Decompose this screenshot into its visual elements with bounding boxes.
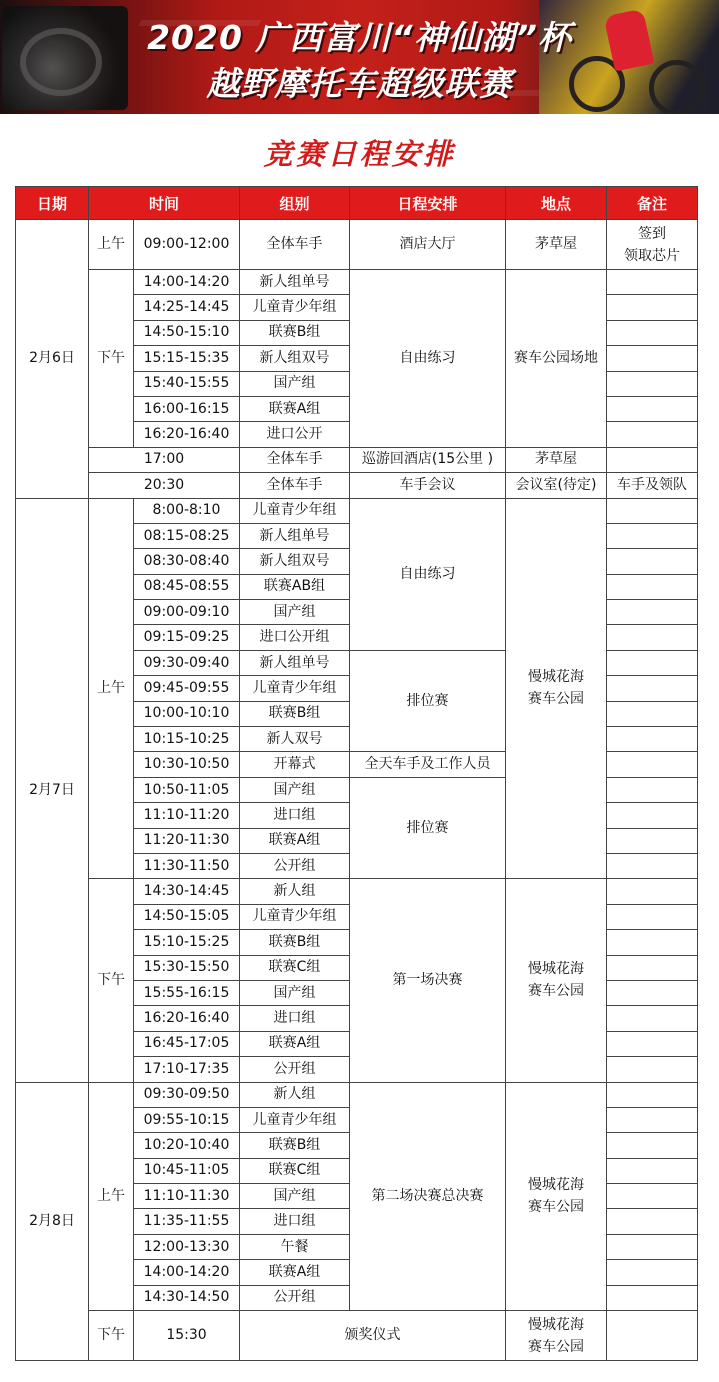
group-cell: 进口组 — [240, 1209, 350, 1234]
note-cell — [607, 777, 698, 802]
group-cell: 联赛AB组 — [240, 574, 350, 599]
group-cell: 联赛B组 — [240, 930, 350, 955]
group-cell: 开幕式 — [240, 752, 350, 777]
table-row — [16, 1311, 698, 1361]
group-cell: 联赛C组 — [240, 1158, 350, 1183]
time-cell: 11:10-11:30 — [134, 1184, 240, 1209]
note-cell — [607, 1057, 698, 1082]
group-cell: 新人组单号 — [240, 650, 350, 675]
table-row — [16, 1082, 698, 1107]
group-cell: 进口组 — [240, 1006, 350, 1031]
schedule-table — [15, 186, 698, 1361]
group-cell: 儿童青少年组 — [240, 1107, 350, 1132]
banner-title-line2: 越野摩托车超级联赛 — [206, 64, 513, 103]
note-cell — [607, 295, 698, 320]
note-cell — [607, 1209, 698, 1234]
time-cell: 15:10-15:25 — [134, 930, 240, 955]
group-cell: 全体车手 — [240, 447, 350, 472]
group-cell: 全体车手 — [240, 473, 350, 498]
note-cell — [607, 1285, 698, 1310]
note-cell — [607, 422, 698, 447]
table-row — [16, 447, 698, 472]
period-cell: 上午 — [89, 1082, 134, 1311]
group-cell: 儿童青少年组 — [240, 676, 350, 701]
group-cell: 公开组 — [240, 853, 350, 878]
note-cell — [607, 828, 698, 853]
time-cell: 10:45-11:05 — [134, 1158, 240, 1183]
group-cell: 儿童青少年组 — [240, 904, 350, 929]
time-cell: 14:50-15:05 — [134, 904, 240, 929]
note-cell — [607, 498, 698, 523]
time-cell: 08:45-08:55 — [134, 574, 240, 599]
note-cell — [607, 600, 698, 625]
schedule-cell: 巡游回酒店(15公里 ) — [350, 447, 506, 472]
period-cell: 上午 — [89, 220, 134, 270]
venue-cell: 慢城花海 赛车公园 — [506, 498, 607, 879]
note-cell: 车手及领队 — [607, 473, 698, 498]
time-cell: 11:20-11:30 — [134, 828, 240, 853]
time-cell: 15:55-16:15 — [134, 980, 240, 1005]
group-cell: 国产组 — [240, 1184, 350, 1209]
note-cell — [607, 1158, 698, 1183]
time-cell: 16:20-16:40 — [134, 1006, 240, 1031]
note-cell — [607, 752, 698, 777]
note-cell — [607, 625, 698, 650]
group-cell: 公开组 — [240, 1285, 350, 1310]
schedule-cell: 车手会议 — [350, 473, 506, 498]
time-cell: 14:50-15:10 — [134, 320, 240, 345]
time-cell: 09:30-09:40 — [134, 650, 240, 675]
venue-cell: 慢城花海 赛车公园 — [506, 879, 607, 1082]
note-cell — [607, 346, 698, 371]
schedule-cell: 排位赛 — [350, 777, 506, 879]
time-cell: 11:35-11:55 — [134, 1209, 240, 1234]
time-cell: 15:15-15:35 — [134, 346, 240, 371]
table-row — [16, 270, 698, 295]
group-cell: 联赛A组 — [240, 1260, 350, 1285]
group-cell: 进口公开 — [240, 422, 350, 447]
header-banner — [0, 0, 719, 114]
time-cell: 09:15-09:25 — [134, 625, 240, 650]
schedule-cell: 自由练习 — [350, 270, 506, 448]
note-cell — [607, 549, 698, 574]
venue-cell: 茅草屋 — [506, 220, 607, 270]
header-group: 组别 — [240, 187, 350, 220]
time-cell: 11:10-11:20 — [134, 803, 240, 828]
group-cell: 新人组 — [240, 1082, 350, 1107]
note-cell — [607, 904, 698, 929]
time-cell: 08:15-08:25 — [134, 523, 240, 548]
date-cell: 2月8日 — [16, 1082, 89, 1361]
note-cell — [607, 1082, 698, 1107]
venue-cell: 慢城花海 赛车公园 — [506, 1311, 607, 1361]
table-row — [16, 879, 698, 904]
note-cell — [607, 1311, 698, 1361]
group-cell: 进口公开组 — [240, 625, 350, 650]
venue-cell: 茅草屋 — [506, 447, 607, 472]
time-cell: 16:00-16:15 — [134, 396, 240, 421]
section-title: 竞赛日程安排 — [263, 137, 456, 171]
group-cell: 联赛B组 — [240, 320, 350, 345]
header-note: 备注 — [607, 187, 698, 220]
time-cell: 10:20-10:40 — [134, 1133, 240, 1158]
time-cell: 14:25-14:45 — [134, 295, 240, 320]
note-cell: 签到 领取芯片 — [607, 220, 698, 270]
venue-cell: 慢城花海 赛车公园 — [506, 1082, 607, 1311]
note-cell — [607, 1184, 698, 1209]
time-cell: 16:45-17:05 — [134, 1031, 240, 1056]
date-cell: 2月6日 — [16, 220, 89, 499]
note-cell — [607, 1006, 698, 1031]
note-cell — [607, 650, 698, 675]
note-cell — [607, 523, 698, 548]
header-schedule: 日程安排 — [350, 187, 506, 220]
group-cell: 国产组 — [240, 980, 350, 1005]
schedule-cell: 自由练习 — [350, 498, 506, 650]
schedule-cell: 第一场决赛 — [350, 879, 506, 1082]
note-cell — [607, 955, 698, 980]
note-cell — [607, 447, 698, 472]
time-cell: 17:00 — [89, 447, 240, 472]
time-cell: 15:40-15:55 — [134, 371, 240, 396]
group-cell: 新人组 — [240, 879, 350, 904]
group-cell: 儿童青少年组 — [240, 498, 350, 523]
period-cell: 下午 — [89, 1311, 134, 1361]
time-cell: 10:00-10:10 — [134, 701, 240, 726]
time-cell: 09:00-12:00 — [134, 220, 240, 270]
table-header-row — [16, 187, 698, 220]
group-cell: 午餐 — [240, 1234, 350, 1259]
note-cell — [607, 396, 698, 421]
time-cell: 14:30-14:50 — [134, 1285, 240, 1310]
note-cell — [607, 1107, 698, 1132]
group-cell: 国产组 — [240, 371, 350, 396]
time-cell: 08:30-08:40 — [134, 549, 240, 574]
group-cell: 新人组单号 — [240, 523, 350, 548]
schedule-cell: 酒店大厅 — [350, 220, 506, 270]
time-cell: 14:00-14:20 — [134, 270, 240, 295]
time-cell: 09:30-09:50 — [134, 1082, 240, 1107]
group-cell: 国产组 — [240, 777, 350, 802]
group-cell: 儿童青少年组 — [240, 295, 350, 320]
note-cell — [607, 371, 698, 396]
time-cell: 20:30 — [89, 473, 240, 498]
table-row — [16, 473, 698, 498]
note-cell — [607, 980, 698, 1005]
header-time: 时间 — [89, 187, 240, 220]
banner-title-line1: 2020 广西富川“神仙湖”杯 — [147, 18, 572, 57]
table-row — [16, 220, 698, 270]
group-cell: 新人组双号 — [240, 346, 350, 371]
table-row — [16, 498, 698, 523]
note-cell — [607, 853, 698, 878]
time-cell: 8:00-8:10 — [134, 498, 240, 523]
schedule-cell: 颁奖仪式 — [240, 1311, 506, 1361]
note-cell — [607, 701, 698, 726]
group-cell: 联赛A组 — [240, 828, 350, 853]
header-date: 日期 — [16, 187, 89, 220]
group-cell: 联赛A组 — [240, 396, 350, 421]
time-cell: 15:30 — [134, 1311, 240, 1361]
time-cell: 14:30-14:45 — [134, 879, 240, 904]
note-cell — [607, 1234, 698, 1259]
note-cell — [607, 727, 698, 752]
note-cell — [607, 574, 698, 599]
note-cell — [607, 930, 698, 955]
note-cell — [607, 1031, 698, 1056]
group-cell: 新人组双号 — [240, 549, 350, 574]
time-cell: 09:00-09:10 — [134, 600, 240, 625]
schedule-cell: 排位赛 — [350, 650, 506, 752]
time-cell: 10:30-10:50 — [134, 752, 240, 777]
time-cell: 11:30-11:50 — [134, 853, 240, 878]
note-cell — [607, 1133, 698, 1158]
note-cell — [607, 1260, 698, 1285]
period-cell: 下午 — [89, 879, 134, 1082]
time-cell: 12:00-13:30 — [134, 1234, 240, 1259]
time-cell: 10:15-10:25 — [134, 727, 240, 752]
time-cell: 14:00-14:20 — [134, 1260, 240, 1285]
schedule-cell: 第二场决赛总决赛 — [350, 1082, 506, 1311]
schedule-cell: 全天车手及工作人员 — [350, 752, 506, 777]
group-cell: 联赛B组 — [240, 701, 350, 726]
group-cell: 联赛B组 — [240, 1133, 350, 1158]
time-cell: 09:55-10:15 — [134, 1107, 240, 1132]
period-cell: 下午 — [89, 270, 134, 448]
period-cell: 上午 — [89, 498, 134, 879]
group-cell: 联赛A组 — [240, 1031, 350, 1056]
group-cell: 新人双号 — [240, 727, 350, 752]
group-cell: 国产组 — [240, 600, 350, 625]
group-cell: 进口组 — [240, 803, 350, 828]
time-cell: 16:20-16:40 — [134, 422, 240, 447]
note-cell — [607, 320, 698, 345]
time-cell: 10:50-11:05 — [134, 777, 240, 802]
note-cell — [607, 270, 698, 295]
group-cell: 新人组单号 — [240, 270, 350, 295]
note-cell — [607, 879, 698, 904]
header-venue: 地点 — [506, 187, 607, 220]
time-cell: 17:10-17:35 — [134, 1057, 240, 1082]
group-cell: 公开组 — [240, 1057, 350, 1082]
group-cell: 联赛C组 — [240, 955, 350, 980]
note-cell — [607, 803, 698, 828]
date-cell: 2月7日 — [16, 498, 89, 1082]
group-cell: 全体车手 — [240, 220, 350, 270]
venue-cell: 会议室(待定) — [506, 473, 607, 498]
time-cell: 15:30-15:50 — [134, 955, 240, 980]
venue-cell: 赛车公园场地 — [506, 270, 607, 448]
note-cell — [607, 676, 698, 701]
time-cell: 09:45-09:55 — [134, 676, 240, 701]
